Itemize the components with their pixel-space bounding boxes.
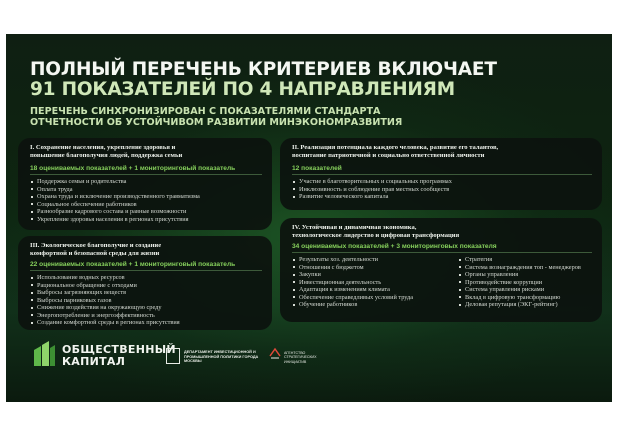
criteria-list-left bbox=[292, 256, 442, 309]
divider bbox=[292, 252, 592, 253]
subtitle-line-1: ПЕРЕЧЕНЬ СИНХРОНИЗИРОВАН С ПОКАЗАТЕЛЯМИ СТАНДАРТА bbox=[30, 106, 381, 117]
divider bbox=[30, 270, 262, 271]
divider bbox=[292, 174, 592, 175]
list-item: Снижение воздействия на окружающую среду bbox=[30, 304, 262, 312]
list-item: Адаптация к изменениям климата bbox=[292, 286, 442, 294]
list-item: Противодействие коррупции bbox=[458, 279, 581, 287]
list-item: Закупки bbox=[292, 271, 442, 279]
panel-heading bbox=[292, 144, 592, 159]
list-item: Поддержка семьи и родительства bbox=[30, 178, 262, 186]
list-item: Социальное обеспечение работников bbox=[30, 201, 262, 209]
criteria-list bbox=[30, 274, 262, 327]
agency-name: АГЕНТСТВО СТРАТЕГИЧЕСКИХ ИНИЦИАТИВ bbox=[284, 351, 317, 364]
list-item: Охрана труда и исключение производственного травматизма bbox=[30, 193, 262, 201]
public-capital-logo-text bbox=[62, 344, 176, 368]
list-item: Развитие человеческого капитала bbox=[292, 193, 592, 201]
list-item: Вклад в цифровую трансформацию bbox=[458, 294, 581, 302]
panel-heading-line: технологическое лидерство и цифровая трансформация bbox=[292, 231, 460, 239]
panel-heading-line: III. Экологическое благополучие и создание bbox=[30, 242, 162, 249]
panel-heading-line: повышение благополучия людей, поддержка семьи bbox=[30, 151, 183, 159]
panel-count: 22 оцениваемых показателей + 1 мониторинговый показатель bbox=[30, 261, 236, 269]
panel-count: 12 показателей bbox=[292, 165, 342, 173]
footer-logos bbox=[6, 334, 612, 402]
list-item: Система вознаграждения топ - менеджеров bbox=[458, 264, 581, 272]
panel-heading-line: II. Реализация потенциала каждого человека, развитие его талантов, bbox=[292, 144, 499, 151]
department-name: ДЕПАРТАМЕНТ ИНВЕСТИЦИОННОЙ И ПРОМЫШЛЕННОЙ ПОЛИТИКИ ГОРОДА МОСКВЫ bbox=[184, 350, 259, 364]
list-item: Оплата труда bbox=[30, 186, 262, 194]
panel-heading bbox=[30, 242, 262, 257]
agency-logo-icon bbox=[268, 346, 282, 362]
page-title bbox=[30, 60, 497, 100]
list-item: Система управления рисками bbox=[458, 286, 581, 294]
title-line-2: 91 ПОКАЗАТЕЛЕЙ ПО 4 НАПРАВЛЕНИЯМ bbox=[30, 79, 455, 100]
infographic-slide bbox=[6, 34, 612, 402]
criteria-list-right bbox=[458, 256, 581, 309]
panel-heading bbox=[292, 224, 592, 239]
criteria-list bbox=[292, 178, 592, 201]
panel-heading-line: IV. Устойчивая и динамичная экономика, bbox=[292, 224, 417, 231]
list-item: Отношения с бюджетом bbox=[292, 264, 442, 272]
list-item: Разнообразие кадрового состава и равные возможности bbox=[30, 208, 262, 216]
list-item: Выбросы загрязняющих веществ bbox=[30, 289, 262, 297]
list-item: Энергопотребление и энергоэффективность bbox=[30, 312, 262, 320]
list-item: Стратегия bbox=[458, 256, 581, 264]
list-item: Деловая репутация (ЭКГ-рейтинг) bbox=[458, 301, 581, 309]
logo-text-line: ОБЩЕСТВЕННЫЙ bbox=[62, 343, 176, 356]
subtitle-line-2: ОТЧЕТНОСТИ ОБ УСТОЙЧИВОМ РАЗВИТИИ МИНЭКОНОМРАЗВИТИЯ bbox=[30, 117, 403, 128]
criteria-columns bbox=[292, 256, 592, 309]
list-item: Органы управления bbox=[458, 271, 581, 279]
divider bbox=[30, 174, 262, 175]
subtitle bbox=[30, 106, 402, 128]
panel-direction-3 bbox=[18, 236, 272, 330]
list-item: Результаты хоз. деятельности bbox=[292, 256, 442, 264]
title-line-1: ПОЛНЫЙ ПЕРЕЧЕНЬ КРИТЕРИЕВ ВКЛЮЧАЕТ bbox=[30, 59, 497, 80]
list-item: Использование водных ресурсов bbox=[30, 274, 262, 282]
panel-direction-1 bbox=[18, 138, 272, 230]
panel-heading-line: I. Сохранение населения, укрепление здоровья и bbox=[30, 144, 176, 151]
list-item: Обеспечение справедливых условий труда bbox=[292, 294, 442, 302]
list-item: Выбросы парниковых газов bbox=[30, 297, 262, 305]
list-item: Обучение работников bbox=[292, 301, 442, 309]
panel-count: 34 оцениваемых показателей + 3 мониторинговых показателя bbox=[292, 243, 497, 251]
logo-text-line: КАПИТАЛ bbox=[62, 355, 126, 368]
panel-direction-2 bbox=[280, 138, 602, 210]
panel-heading bbox=[30, 144, 262, 159]
list-item: Рациональное обращение с отходами bbox=[30, 282, 262, 290]
list-item: Укрепление здоровья населения в регионах присутствия bbox=[30, 216, 262, 224]
list-item: Создание комфортной среды в регионах присутствия bbox=[30, 319, 262, 327]
panel-count: 18 оцениваемых показателей + 1 мониторинговый показатель bbox=[30, 165, 236, 173]
moscow-emblem-icon bbox=[166, 348, 180, 364]
list-item: Инвестиционная деятельность bbox=[292, 279, 442, 287]
list-item: Инклюзивность и соблюдение прав местных сообществ bbox=[292, 186, 592, 194]
public-capital-logo-icon bbox=[32, 340, 56, 368]
panel-heading-line: воспитание патриотичной и социально ответственной личности bbox=[292, 151, 485, 159]
panel-heading-line: комфортной и безопасной среды для жизни bbox=[30, 249, 160, 257]
panel-direction-4 bbox=[280, 218, 602, 322]
list-item: Участие в благотворительных и социальных программах bbox=[292, 178, 592, 186]
criteria-list bbox=[30, 178, 262, 223]
